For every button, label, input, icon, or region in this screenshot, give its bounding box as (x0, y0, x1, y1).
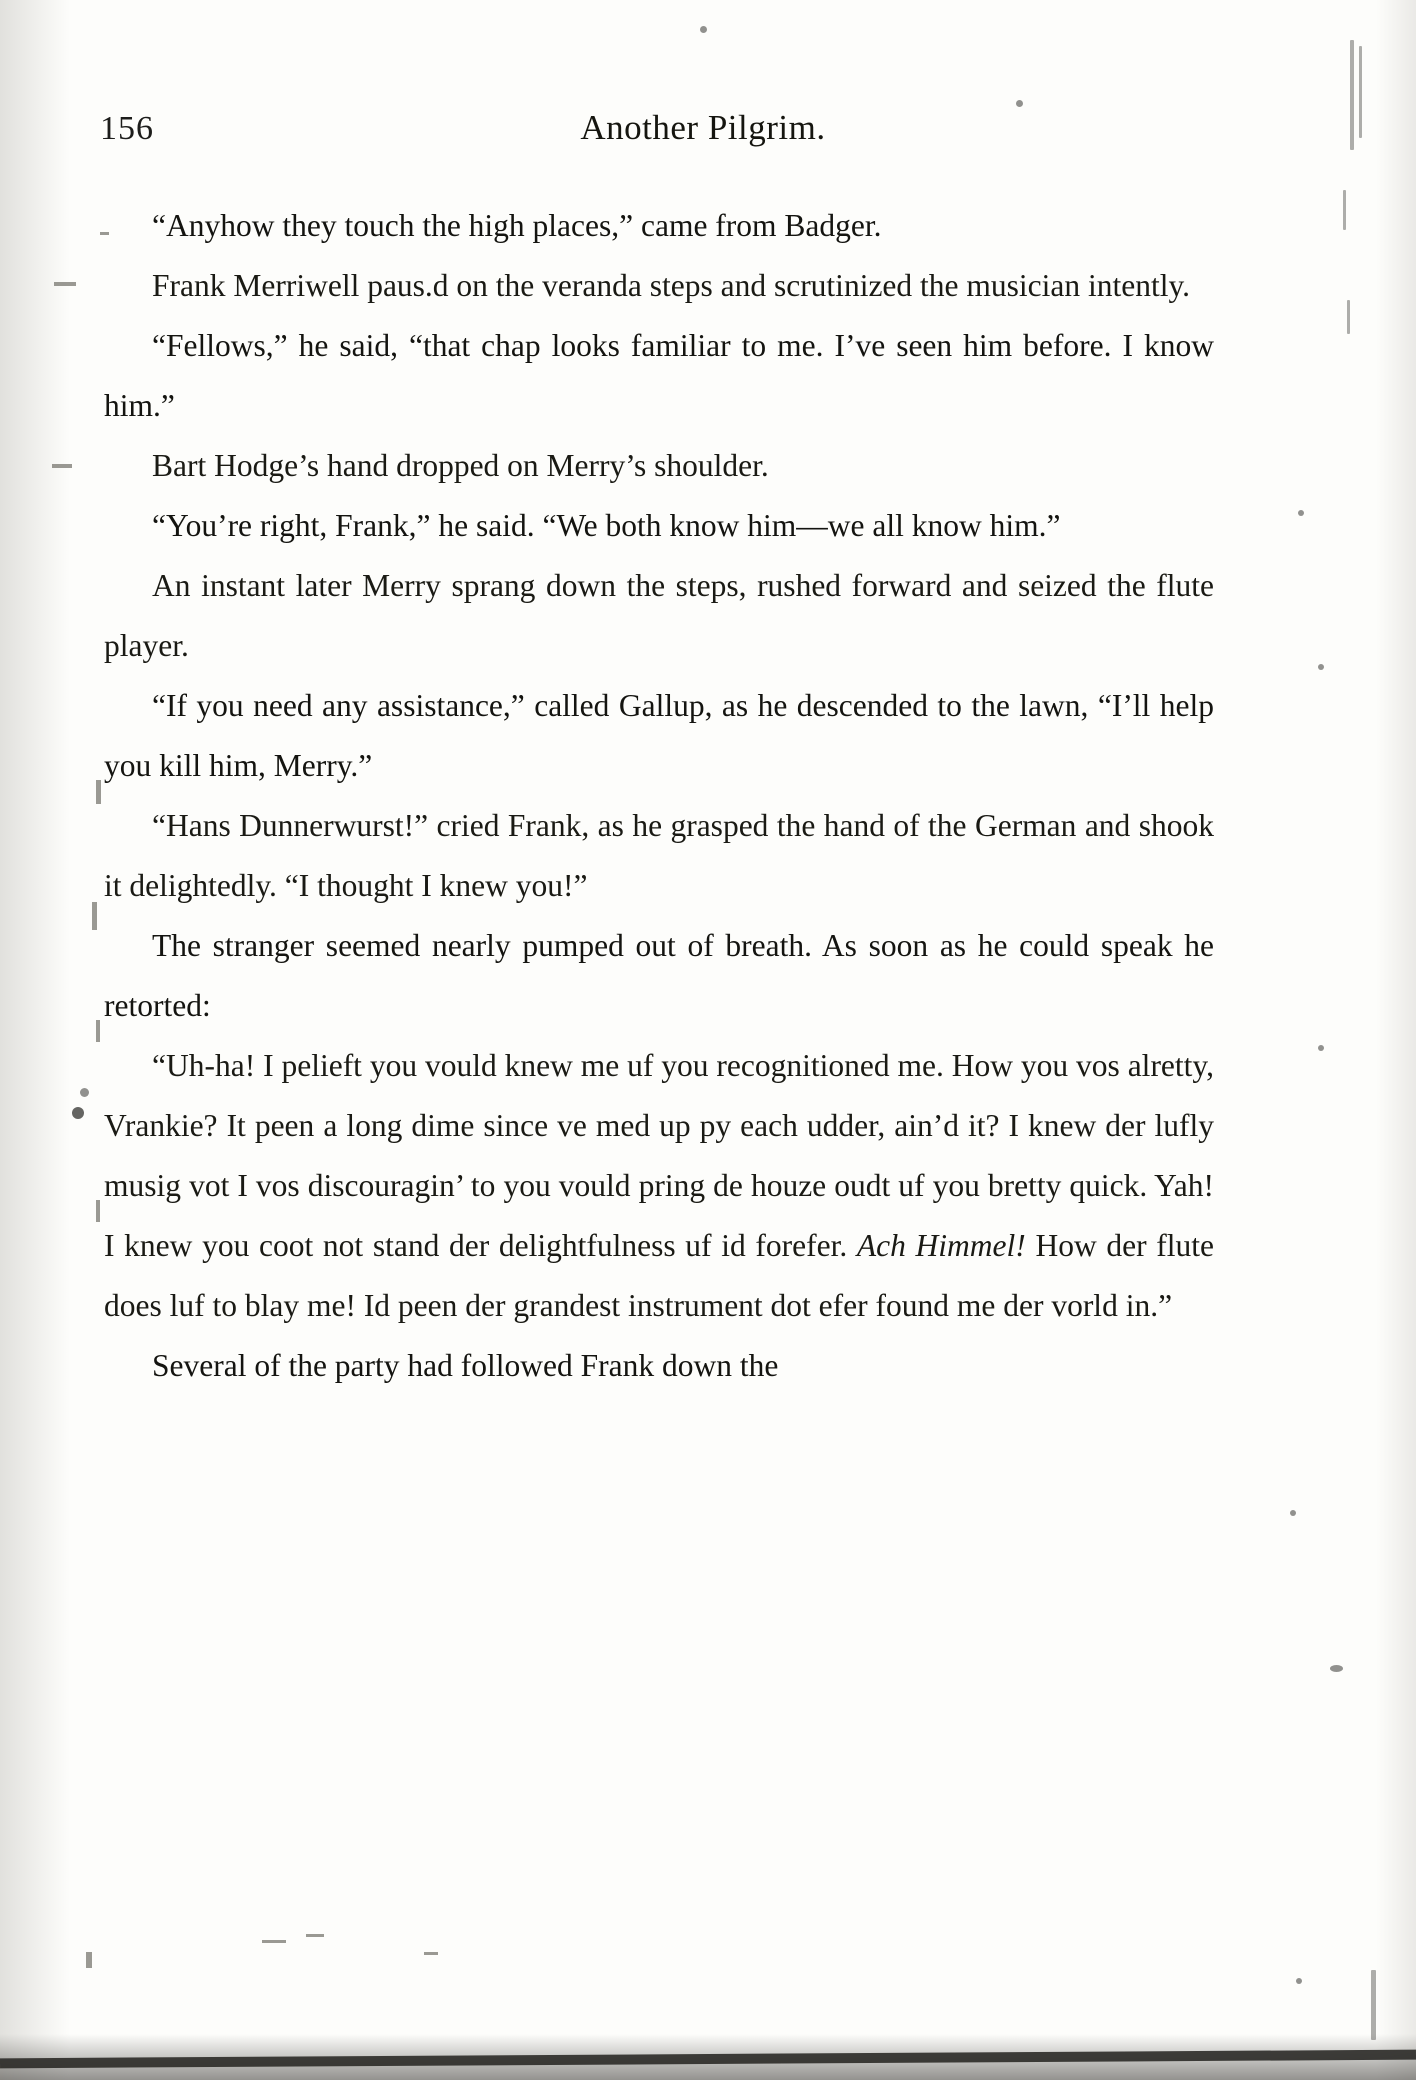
margin-tick (96, 1020, 100, 1042)
binding-mark (1347, 300, 1350, 334)
scan-speck (1330, 1665, 1343, 1672)
margin-tick (96, 780, 101, 804)
binding-mark (1343, 190, 1346, 230)
margin-tick (86, 1952, 92, 1968)
paragraph-dialect: “Uh-ha! I pelieft you vould knew me uf you recognitioned me. How you vos alretty, Vrankie? It peen a long dime since ve med up py each udder, ain’d it? I knew der lufly musig vot I vos discouragin’ to you vould pring de houze oudt uf you bretty quick. Yah! I knew you coot not stand der delightfulness uf id forefer. Ach Himmel! How der flute does luf to blay me! Id peen der grandest instrument dot efer found me der vorld in.” (104, 1048, 1214, 1323)
paragraph: The stranger seemed nearly pumped out of breath. As soon as he could speak he retorted: (104, 928, 1214, 1023)
page-left-shadow (0, 0, 70, 2080)
scan-speck (1296, 1978, 1302, 1984)
paragraph-catchline: Several of the party had followed Frank down the (152, 1348, 779, 1383)
page-body-text (104, 196, 1214, 1396)
scan-speck (1298, 510, 1304, 516)
page-number: 156 (100, 110, 154, 147)
scan-speck (1016, 100, 1023, 107)
scan-speck (80, 1088, 89, 1097)
page-bottom-edge (0, 2050, 1416, 2069)
margin-bullet (72, 1107, 84, 1119)
scan-speck (700, 26, 707, 33)
margin-tick (96, 1200, 100, 1222)
binding-mark (1371, 1970, 1376, 2040)
running-head-title: Another Pilgrim. (580, 108, 826, 147)
page-bottom-shadow (0, 2034, 1416, 2080)
margin-tick (424, 1952, 438, 1955)
margin-tick (306, 1934, 324, 1937)
margin-tick (54, 282, 76, 286)
page-right-shadow (1376, 0, 1416, 2080)
binding-mark (1350, 40, 1354, 150)
paragraph: Bart Hodge’s hand dropped on Merry’s shoulder. (152, 448, 769, 483)
scan-speck (1318, 1045, 1324, 1051)
paragraph: Frank Merriwell paus.d on the veranda steps and scrutinized the musician intently. (152, 268, 1191, 303)
paragraph: “Hans Dunnerwurst!” cried Frank, as he grasped the hand of the German and shook it delightedly. “I thought I knew you!” (104, 808, 1214, 903)
margin-tick (52, 464, 72, 468)
binding-mark (1359, 46, 1362, 138)
paragraph: “You’re right, Frank,” he said. “We both know him—we all know him.” (152, 508, 1061, 543)
page-header (100, 110, 1266, 164)
paragraph: “If you need any assistance,” called Gallup, as he descended to the lawn, “I’ll help you kill him, Merry.” (104, 688, 1214, 783)
margin-tick (92, 902, 97, 930)
italic-phrase: Ach Himmel! (856, 1228, 1026, 1263)
paragraph: An instant later Merry sprang down the steps, rushed forward and seized the flute player. (104, 568, 1214, 663)
paragraph: “Anyhow they touch the high places,” came from Badger. (152, 208, 882, 243)
paragraph: “Fellows,” he said, “that chap looks familiar to me. I’ve seen him before. I know him.” (104, 328, 1214, 423)
scan-speck (1290, 1510, 1296, 1516)
scan-speck (1318, 664, 1324, 670)
margin-tick (262, 1940, 286, 1943)
